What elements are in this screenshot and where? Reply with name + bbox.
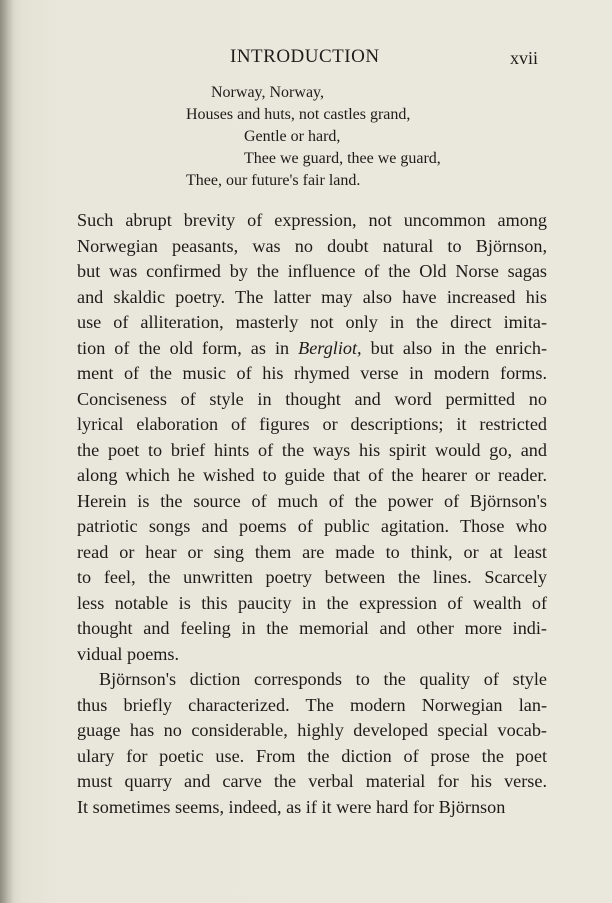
text-line: along which he wished to guide that of the hearer or reader.	[77, 465, 547, 485]
text-line: vidual poems.	[77, 643, 180, 664]
text-line: use of alliteration, masterly not only in the direct imita-	[77, 312, 547, 332]
body-text	[77, 208, 547, 820]
paragraph-first-line: Björnson's diction corresponds to the quality of style	[99, 669, 547, 689]
text-line: Such abrupt brevity of expression, not uncommon among	[77, 210, 547, 230]
running-head	[0, 46, 612, 72]
text-line: ment of the music of his rhymed verse in modern forms.	[77, 363, 547, 383]
verse-line: Thee, our future's fair land.	[186, 172, 361, 189]
text-line: Conciseness of style in thought and word permitted no	[77, 388, 547, 409]
text-line: less notable is this paucity in the expression of wealth of	[77, 592, 547, 613]
text-line: patriotic songs and poems of public agitation. Those who	[77, 516, 547, 536]
text-fragment: tion of the old form, as in	[77, 337, 299, 358]
page-gutter-shadow	[0, 0, 14, 903]
verse-line: Gentle or hard,	[244, 128, 341, 145]
running-head-title: INTRODUCTION	[230, 46, 380, 67]
text-line: Norwegian peasants, was no doubt natural to Björnson,	[77, 235, 547, 256]
verse-line: Houses and huts, not castles grand,	[186, 106, 411, 123]
text-line: read or hear or sing them are made to think, or at least	[77, 541, 547, 562]
text-line: must quarry and carve the verbal material for his verse.	[77, 771, 547, 791]
text-line: to feel, the unwritten poetry between the lines. Scarcely	[77, 567, 547, 587]
text-line: guage has no considerable, highly developed special vocab-	[77, 720, 547, 740]
poem-title-bergliot: Bergliot,	[298, 337, 362, 358]
text-fragment: but also in the enrich-	[361, 337, 547, 358]
text-line: thought and feeling in the memorial and other more indi-	[77, 618, 547, 638]
text-line: thus briefly characterized. The modern Norwegian lan-	[77, 694, 547, 715]
verse-line: Norway, Norway,	[211, 84, 324, 101]
verse-line: Thee we guard, thee we guard,	[244, 150, 441, 167]
text-line: It sometimes seems, indeed, as if it were hard for Björnson	[77, 796, 506, 817]
text-line: lyrical elaboration of figures or descriptions; it restricted	[77, 414, 547, 434]
text-line: ulary for poetic use. From the diction of prose the poet	[77, 745, 547, 766]
text-line: and skaldic poetry. The latter may also have increased his	[77, 286, 547, 307]
text-line: but was confirmed by the influence of the Old Norse sagas	[77, 261, 547, 281]
page-number: xvii	[510, 48, 539, 68]
text-line: the poet to brief hints of the ways his spirit would go, and	[77, 439, 547, 460]
text-line: Herein is the source of much of the power of Björnson's	[77, 490, 547, 511]
text-line-with-title	[77, 336, 547, 362]
